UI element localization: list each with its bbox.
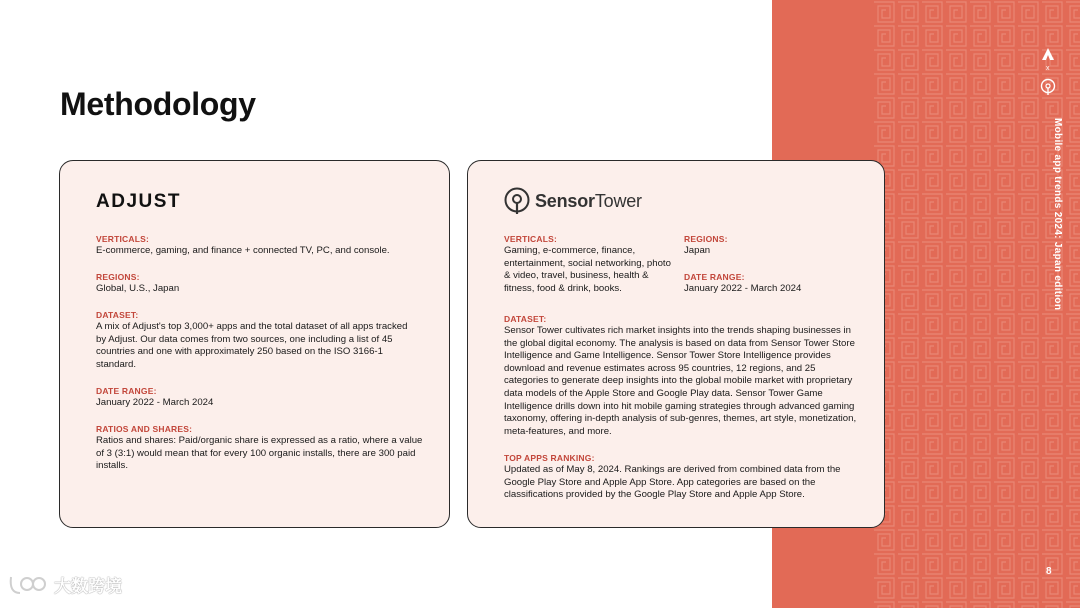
sensor-regions-text: Japan <box>684 245 711 256</box>
sensor-tower-logo-bold: Sensor <box>535 190 595 211</box>
sensor-date-label: DATE RANGE: <box>684 272 745 282</box>
sensor-tower-logo <box>504 187 642 215</box>
report-title-vertical: Mobile app trends 2024: Japan edition <box>1052 118 1063 311</box>
adjust-ratios-text: Ratios and shares: Paid/organic share is expressed as a ratio, where a value of 3 (3:1) would mean that for every 100 organic installs, there are 300 paid installs. <box>96 435 423 472</box>
adjust-card <box>59 160 450 528</box>
adjust-verticals-text: E-commerce, gaming, and finance + connected TV, PC, and console. <box>96 245 390 256</box>
sensor-tower-logo-icon <box>1040 78 1056 96</box>
adjust-date-text: January 2022 - March 2024 <box>96 397 214 408</box>
adjust-logo-icon <box>1040 46 1056 62</box>
sensor-dataset-text: Sensor Tower cultivates rich market insights into the trends shaping businesses in the global digital economy. The analysis is based on data from Sensor Tower Store Intelligence and Game Intelligence. Sensor Tower Store Intelligence provides download and revenue estimates across 95 countries, 12 regions, and 25 categories to generate deep insights into the global mobile market with proprietary data models of the Apple Store and Google Play data. Sensor Tower Game Intelligence drills down into hit mobile gaming strategies through advanced gaming taxonomy, offering in-depth analysis of sub-genres, themes, art style, monetization, meta-features, and more. <box>504 325 857 437</box>
adjust-regions-label: REGIONS: <box>96 272 140 282</box>
page-number: 8 <box>1046 566 1052 577</box>
watermark <box>8 572 122 597</box>
adjust-dataset-label: DATASET: <box>96 310 139 320</box>
watermark-logo-icon <box>8 573 50 597</box>
logo-separator: x <box>1046 65 1050 72</box>
sensor-top-apps-text: Updated as of May 8, 2024. Rankings are derived from combined data from the Google Play Store and Apple App Store. App categories are based on the classifications provided by the Google Play Store and Apple App Store. <box>504 464 841 501</box>
adjust-logo: ADJUST <box>96 191 182 212</box>
adjust-ratios-label: RATIOS AND SHARES: <box>96 424 193 434</box>
sensor-top-apps-label: TOP APPS RANKING: <box>504 453 595 463</box>
adjust-verticals-label: VERTICALS: <box>96 234 149 244</box>
sensor-verticals-label: VERTICALS: <box>504 234 557 244</box>
watermark-text: 大数跨境 <box>54 577 122 596</box>
sensor-dataset-label: DATASET: <box>504 314 547 324</box>
page-title: Methodology <box>60 86 256 122</box>
adjust-date-label: DATE RANGE: <box>96 386 157 396</box>
sensor-regions-label: REGIONS: <box>684 234 728 244</box>
adjust-dataset-text: A mix of Adjust's top 3,000+ apps and the total dataset of all apps tracked by Adjust. Our data comes from two sources, one including a list of 45 countries and one with approximately 250 based on the ISO 3166-1 standard. <box>96 321 408 370</box>
sensor-date-text: January 2022 - March 2024 <box>684 283 802 294</box>
sensor-tower-logo-light: Tower <box>594 190 642 211</box>
sensor-tower-icon <box>504 187 530 215</box>
adjust-regions-text: Global, U.S., Japan <box>96 283 180 294</box>
sensor-verticals-text: Gaming, e-commerce, finance, entertainment, social networking, photo & video, travel, business, health & fitness, food & drink, books. <box>504 245 671 294</box>
sensor-tower-card <box>467 160 885 528</box>
